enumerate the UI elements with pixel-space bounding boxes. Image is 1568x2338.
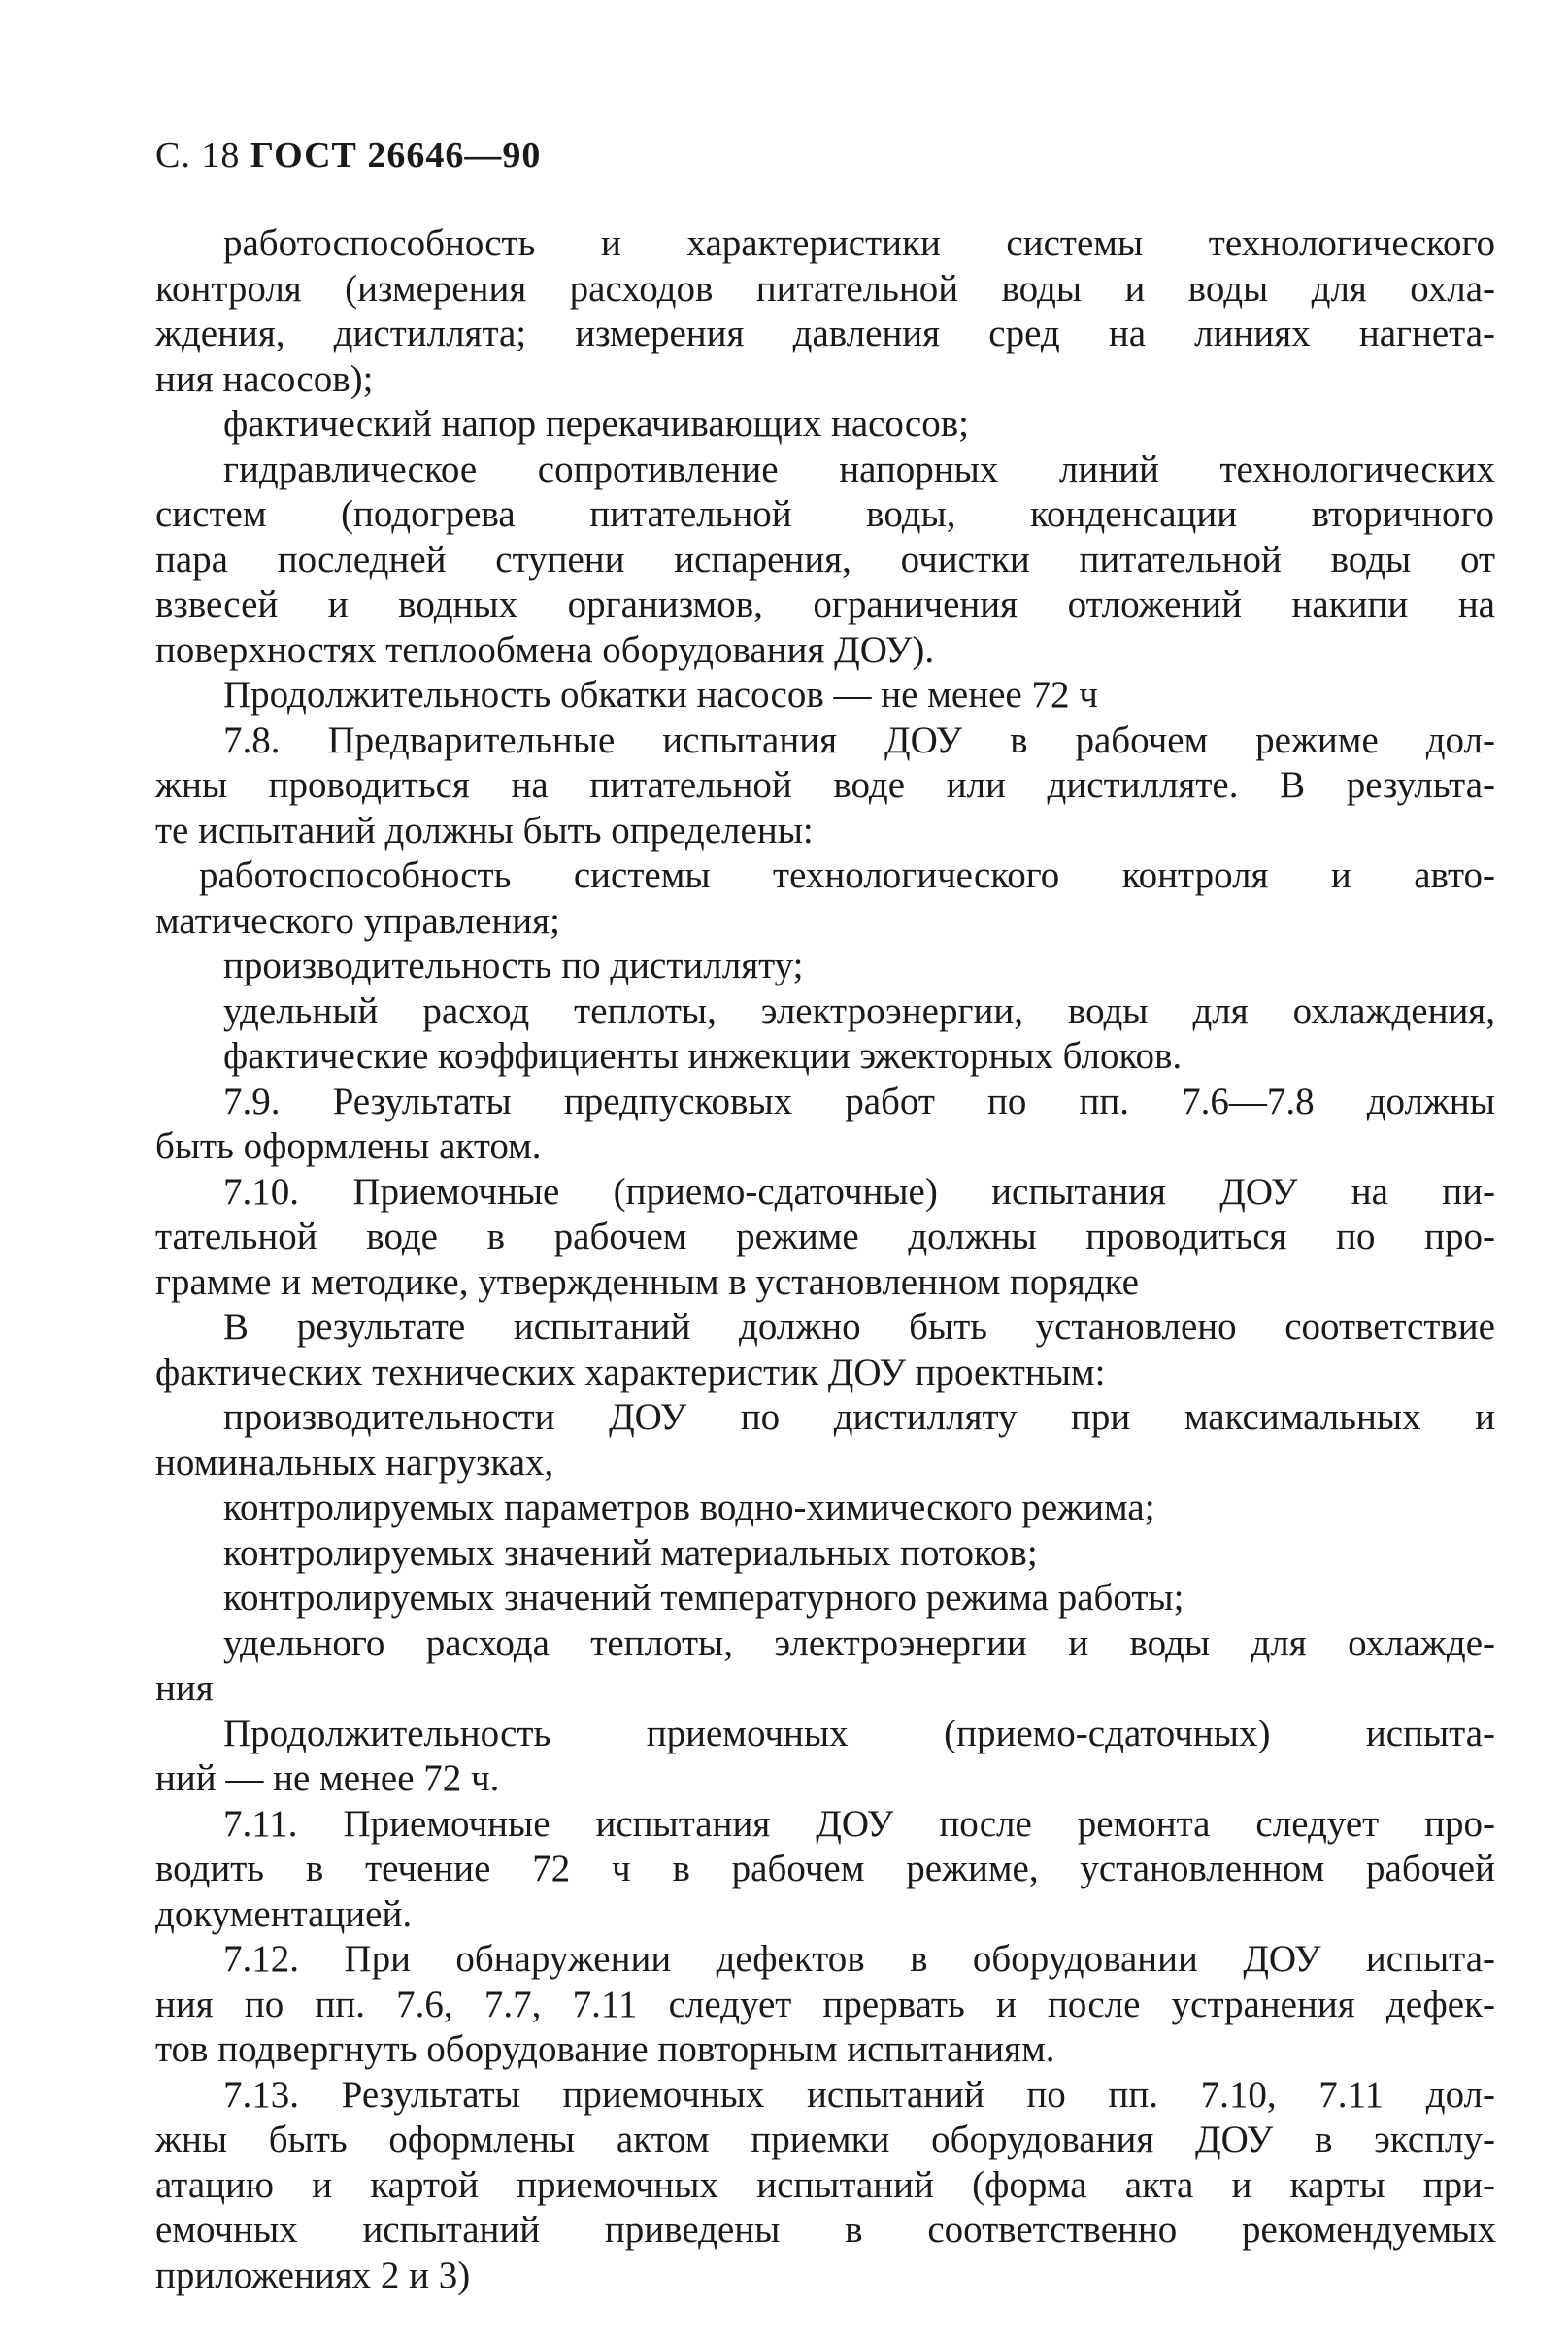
text-line: контролируемых значений температурного режима работы;	[223, 1577, 1184, 1619]
text-line: тов подвергнуть оборудование повторным испытаниям.	[155, 2028, 1055, 2070]
text-line: взвесей и водных организмов, ограничения отложений накипи на	[155, 584, 1495, 625]
text-line: ния	[155, 1667, 214, 1709]
text-line: водить в течение 72 ч в рабочем режиме, установленном рабочей	[155, 1848, 1495, 1889]
text-line: пара последней ступени испарения, очистки питательной воды от	[155, 538, 1495, 581]
text-line: Продолжительность приемочных (приемо-сдаточных) испыта-	[223, 1712, 1495, 1754]
standard-title: ГОСТ 26646—90	[250, 135, 542, 176]
body-text	[155, 221, 1495, 2298]
text-line: ний — не менее 72 ч.	[155, 1757, 500, 1799]
text-line: грамме и методике, утвержденным в установленном порядке	[155, 1260, 1139, 1303]
text-line: ния насосов);	[155, 357, 374, 400]
text-line: матического управления;	[155, 899, 560, 942]
text-line: удельный расход теплоты, электроэнергии, воды для охлаждения,	[223, 989, 1495, 1032]
text-line: производительности ДОУ по дистилляту при максимальных и	[223, 1396, 1495, 1438]
text-line: 7.11. Приемочные испытания ДОУ после ремонта следует про-	[223, 1802, 1495, 1845]
text-line: документацией.	[155, 1892, 413, 1935]
text-line: 7.13. Результаты приемочных испытаний по пп. 7.10, 7.11 дол-	[223, 2073, 1495, 2116]
text-line: тательной воде в рабочем режиме должны проводиться по про-	[155, 1216, 1495, 1257]
page-number: С. 18	[155, 135, 241, 176]
text-line: ждения, дистиллята; измерения давления сред на линиях нагнета-	[155, 313, 1495, 354]
text-line: жны быть оформлены актом приемки оборудования ДОУ в эксплу-	[155, 2119, 1495, 2160]
text-line: жны проводиться на питательной воде или дистилляте. В результа-	[155, 764, 1495, 806]
text-line: 7.8. Предварительные испытания ДОУ в рабочем режиме дол-	[223, 718, 1495, 761]
text-line: быть оформлены актом.	[155, 1125, 542, 1167]
text-line: гидравлическое сопротивление напорных линий технологических	[223, 448, 1495, 490]
text-line: Продолжительность обкатки насосов — не менее 72 ч	[223, 674, 1098, 716]
text-line: номинальных нагрузках,	[155, 1441, 554, 1484]
text-line: те испытаний должны быть определены:	[155, 809, 814, 852]
text-line: фактический напор перекачивающих насосов;	[223, 403, 969, 445]
text-line: работоспособность системы технологического контроля и авто-	[199, 854, 1495, 896]
text-line: удельного расхода теплоты, электроэнергии и воды для охлажде-	[223, 1621, 1495, 1664]
text-line: контролируемых значений материальных потоков;	[223, 1531, 1038, 1574]
text-line: 7.12. При обнаружении дефектов в оборудовании ДОУ испыта-	[223, 1938, 1495, 1980]
text-line: ния по пп. 7.6, 7.7, 7.11 следует прервать и после устранения дефек-	[155, 1983, 1495, 2025]
text-line: емочных испытаний приведены в соответственно рекомендуемых	[155, 2209, 1495, 2251]
text-line: фактические коэффициенты инжекции эжекторных блоков.	[223, 1035, 1183, 1077]
text-line: атацию и картой приемочных испытаний (форма акта и карты при-	[155, 2163, 1495, 2206]
text-line: производительность по дистилляту;	[223, 945, 804, 986]
text-line: поверхностях теплообмена оборудования ДОУ).	[155, 628, 935, 671]
page-header	[155, 134, 541, 177]
text-line: фактических технических характеристик ДОУ проектным:	[155, 1351, 1106, 1393]
text-line: работоспособность и характеристики системы технологического	[223, 222, 1495, 264]
text-line: В результате испытаний должно быть установлено соответствие	[223, 1306, 1495, 1348]
text-line: контроля (измерения расходов питательной воды и воды для охла-	[155, 267, 1495, 310]
text-line: 7.9. Результаты предпусковых работ по пп. 7.6—7.8 должны	[223, 1080, 1495, 1122]
text-line: приложениях 2 и 3)	[155, 2254, 471, 2296]
text-line: систем (подогрева питательной воды, конденсации вторичного	[155, 493, 1495, 535]
text-line: 7.10. Приемочные (приемо-сдаточные) испытания ДОУ на пи-	[223, 1170, 1495, 1213]
text-line: контролируемых параметров водно-химического режима;	[223, 1486, 1155, 1528]
